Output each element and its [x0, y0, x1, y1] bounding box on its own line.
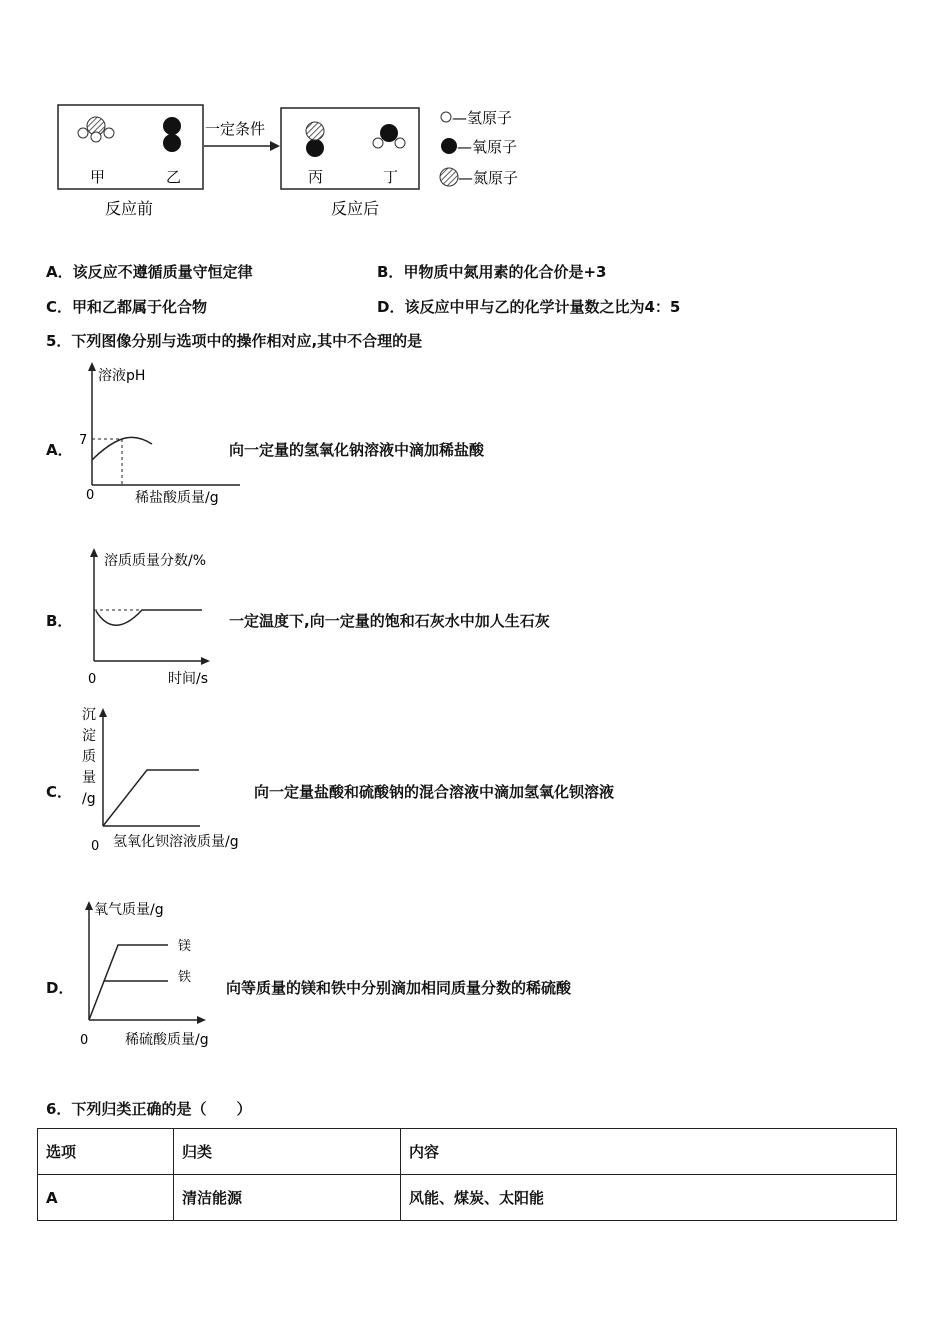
- label-jia: 甲: [90, 168, 106, 186]
- molecule-ding: [373, 124, 405, 148]
- legend-hydrogen-icon: [441, 112, 451, 122]
- legend-nitrogen-icon: [440, 168, 458, 186]
- option-text: 甲和乙都属于化合物: [72, 298, 208, 316]
- magnesium-line: [89, 945, 168, 1020]
- y-arrow: [88, 362, 96, 371]
- y-label: 溶质质量分数/%: [104, 553, 207, 569]
- option-text: 该反应中甲与乙的化学计量数之比为4：5: [404, 298, 681, 316]
- cell-category: 清洁能源: [174, 1175, 401, 1221]
- origin: 0: [88, 672, 97, 687]
- series-iron: 铁: [178, 970, 192, 985]
- y-label-char: 质: [82, 749, 96, 765]
- q4-option-d: [377, 296, 680, 317]
- y-label-char: 淀: [82, 728, 96, 744]
- y-label: 溶液pH: [98, 368, 146, 384]
- arrow-label: 一定条件: [205, 120, 266, 138]
- origin: 0: [80, 1033, 89, 1048]
- x-label: 氢氧化钡溶液质量/g: [113, 834, 239, 850]
- before-box: [58, 105, 203, 189]
- q6-stem: 6．下列归类正确的是（ ）: [46, 1100, 252, 1118]
- legend-nitrogen: —氮原子: [458, 169, 519, 187]
- classification-table: [37, 1128, 897, 1221]
- graph-b: [80, 540, 230, 690]
- legend: [440, 109, 518, 187]
- cell-option: A: [38, 1175, 174, 1221]
- precipitate-curve: [103, 770, 199, 826]
- graph-a: [70, 360, 240, 510]
- arrow-head: [270, 141, 280, 151]
- cell-content: 风能、煤炭、太阳能: [401, 1175, 897, 1221]
- y-label: 氧气质量/g: [94, 902, 164, 918]
- option-text: 甲物质中氮用素的化合价是+3: [403, 263, 607, 281]
- header-category: 归类: [174, 1129, 401, 1175]
- q5-option-b-text: 一定温度下,向一定量的饱和石灰水中加人生石灰: [229, 612, 550, 630]
- option-letter: B．: [377, 263, 404, 281]
- q5-option-b-letter: B．: [46, 612, 73, 630]
- y-label-char: 量: [82, 770, 96, 786]
- molecule-yi: [163, 117, 181, 152]
- label-yi: 乙: [166, 168, 182, 186]
- x-arrow: [201, 657, 210, 665]
- q5-option-d-text: 向等质量的镁和铁中分别滴加相同质量分数的稀硫酸: [226, 979, 572, 997]
- table-header-row: [38, 1129, 897, 1175]
- q5-option-d-letter: D．: [46, 979, 74, 997]
- reaction-diagram: [0, 95, 560, 230]
- option-letter: A．: [46, 263, 73, 281]
- label-bing: 丙: [308, 168, 324, 186]
- fraction-curve: [96, 610, 202, 625]
- molecule-jia: [78, 117, 114, 142]
- legend-oxygen-icon: [441, 138, 457, 154]
- q5-stem: 5．下列图像分别与选项中的操作相对应,其中不合理的是: [46, 332, 423, 350]
- before-label: 反应前: [105, 199, 154, 218]
- after-box: [281, 108, 419, 189]
- y-label-char: /g: [82, 791, 96, 807]
- legend-hydrogen: —氢原子: [452, 109, 513, 127]
- q5-option-a-letter: A．: [46, 441, 73, 459]
- x-label: 时间/s: [168, 671, 209, 687]
- q5-option-c-text: 向一定量盐酸和硫酸钠的混合溶液中滴加氢氧化钡溶液: [254, 783, 615, 801]
- graph-c: [75, 700, 260, 860]
- option-text: 该反应不遵循质量守恒定律: [72, 263, 253, 281]
- molecule-bing: [306, 122, 324, 157]
- q4-option-b: [377, 261, 606, 282]
- label-ding: 丁: [383, 168, 399, 186]
- x-label: 稀硫酸质量/g: [125, 1032, 209, 1048]
- series-magnesium: 镁: [178, 939, 192, 954]
- tick-7: 7: [79, 433, 88, 448]
- y-arrow: [90, 548, 98, 557]
- origin: 0: [86, 488, 95, 503]
- y-label-char: 沉: [82, 707, 96, 723]
- legend-oxygen: —氧原子: [457, 138, 518, 156]
- x-label: 稀盐酸质量/g: [135, 490, 219, 506]
- y-arrow: [99, 708, 107, 717]
- after-label: 反应后: [331, 199, 380, 218]
- table-row: [38, 1175, 897, 1221]
- graph-d: [70, 895, 235, 1055]
- q4-option-c: [46, 296, 207, 317]
- header-option: 选项: [38, 1129, 174, 1175]
- origin: 0: [91, 839, 100, 854]
- option-letter: C．: [46, 298, 73, 316]
- q4-option-a: [46, 261, 253, 282]
- y-arrow: [85, 901, 93, 910]
- q5-option-a-text: 向一定量的氢氧化钠溶液中滴加稀盐酸: [229, 441, 485, 459]
- option-letter: D．: [377, 298, 405, 316]
- x-arrow: [197, 1016, 206, 1024]
- header-content: 内容: [401, 1129, 897, 1175]
- q5-option-c-letter: C．: [46, 783, 73, 801]
